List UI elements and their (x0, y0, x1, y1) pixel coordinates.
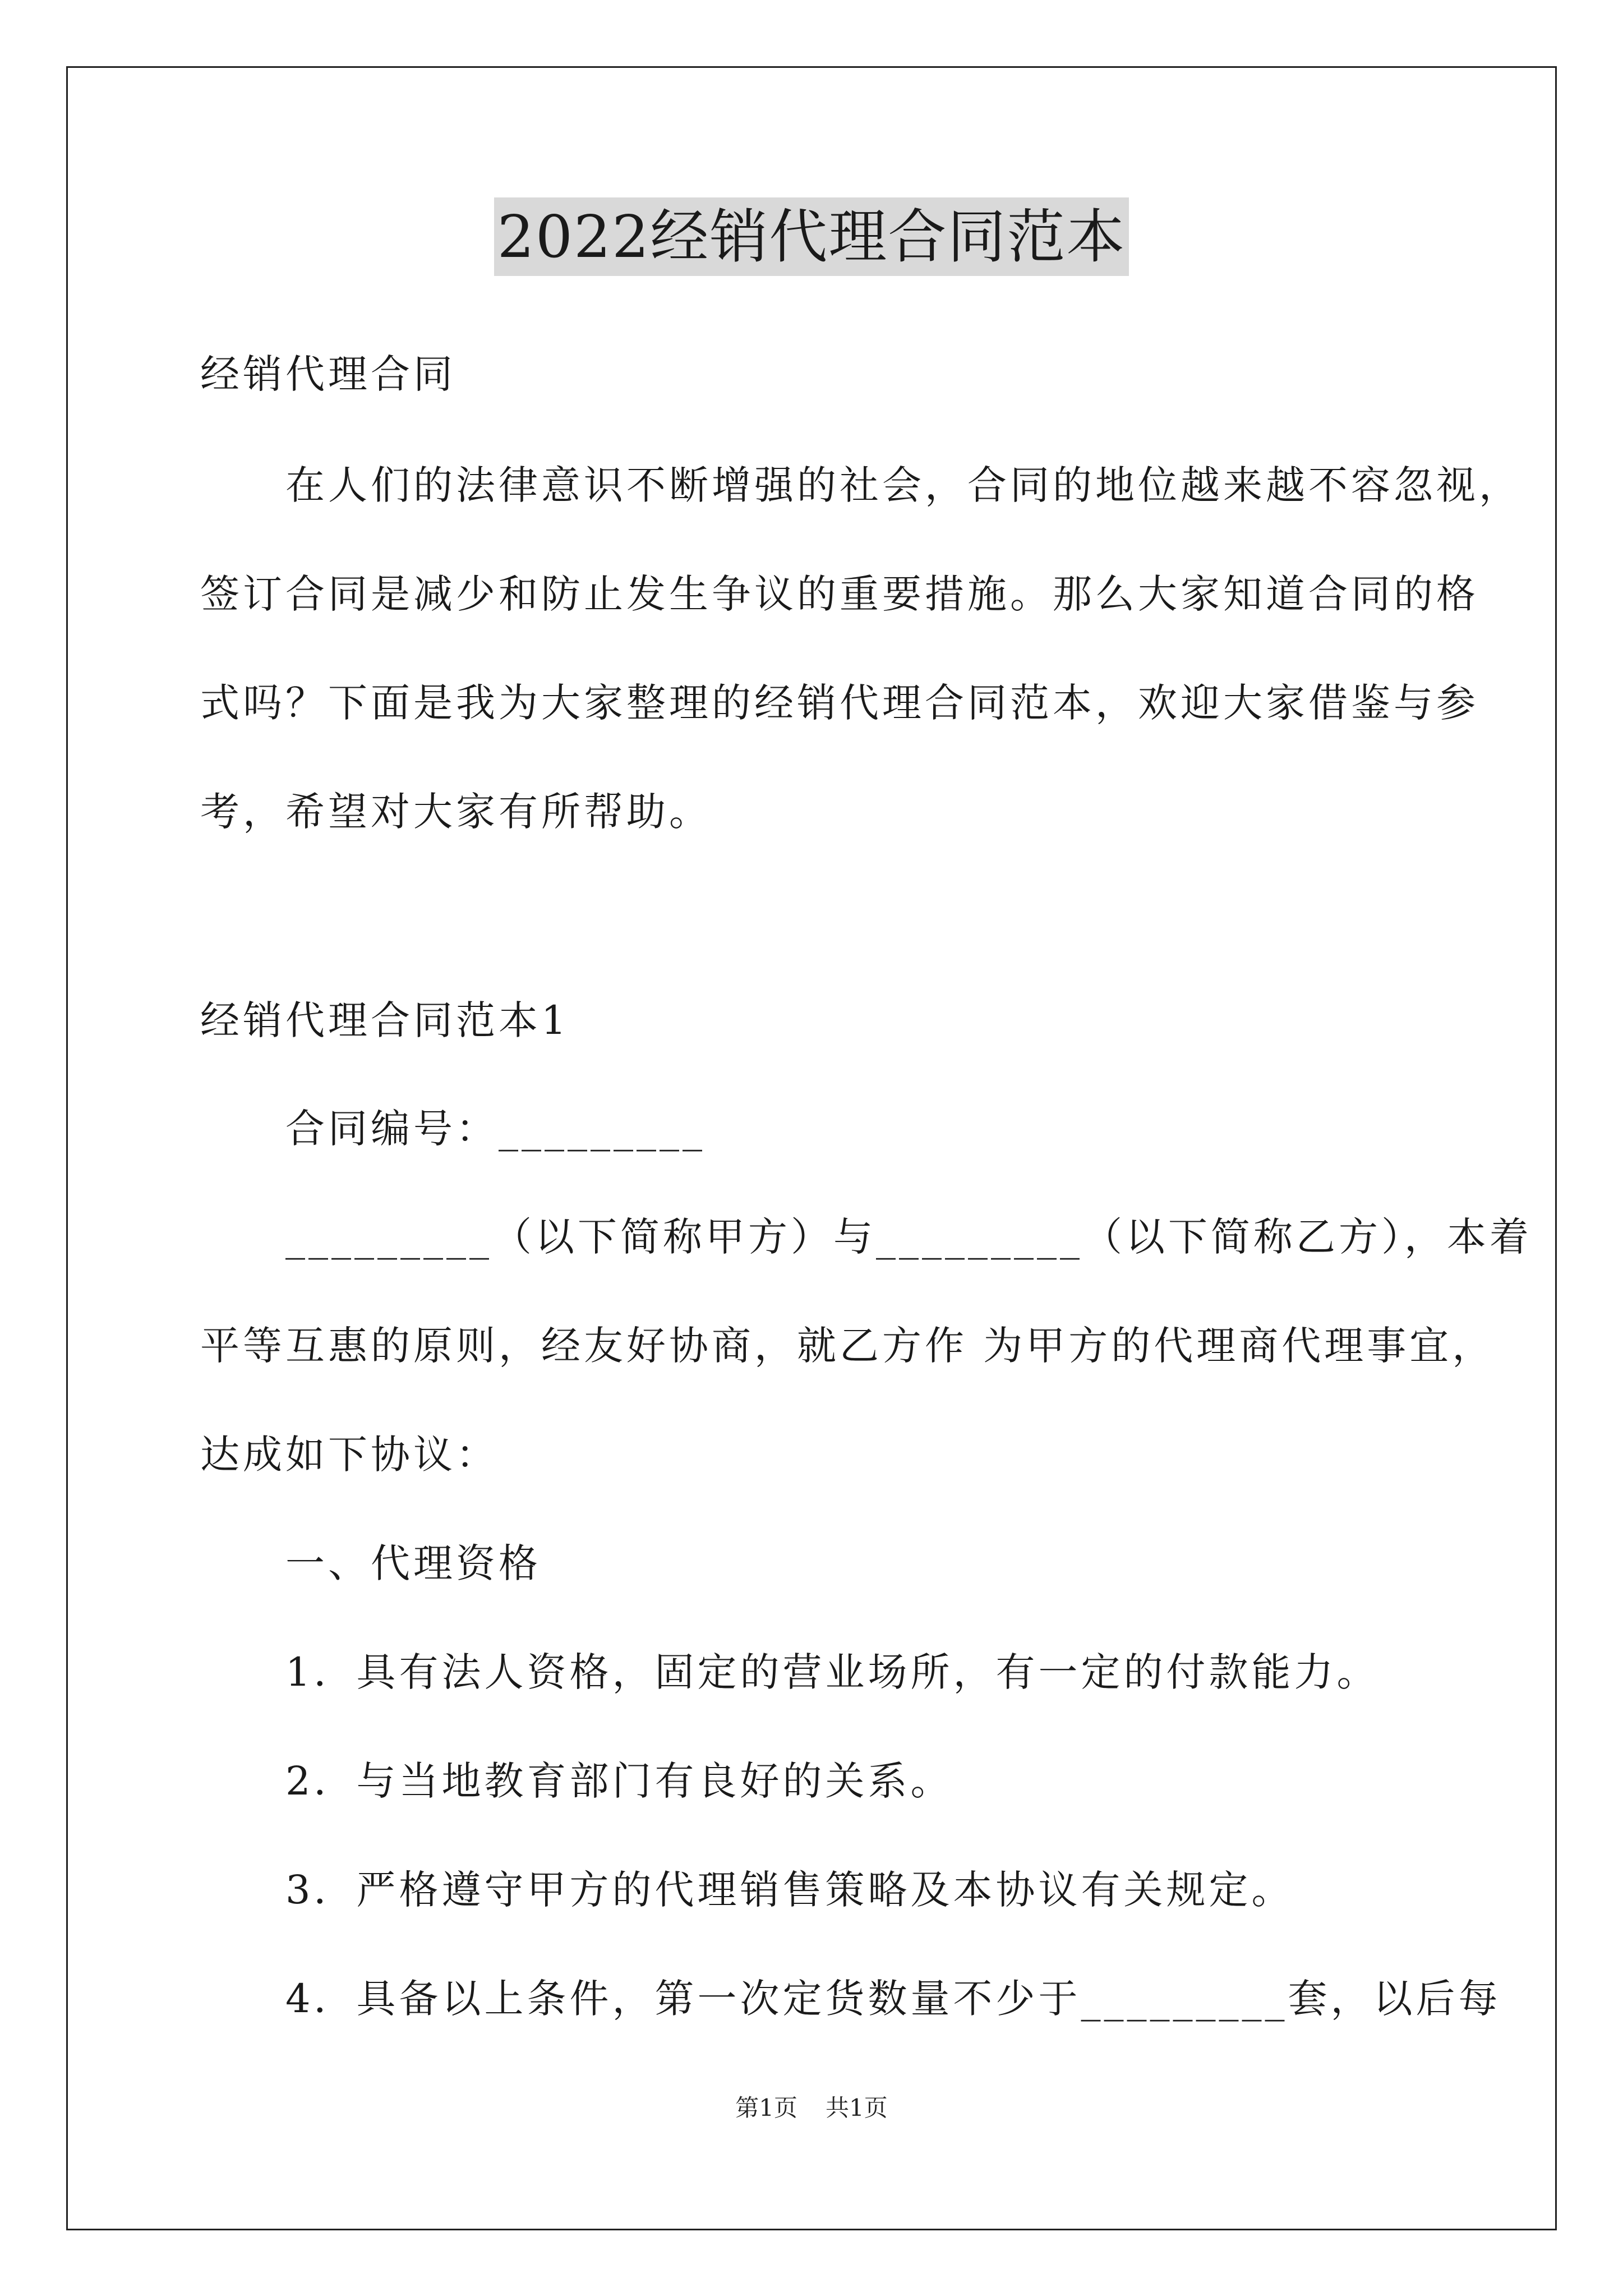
section-heading: 经销代理合同范本1 (200, 997, 570, 1043)
title-container (0, 197, 1623, 276)
page-footer (0, 2091, 1623, 2125)
clause-item: 2．与当地教育部门有良好的关系。 (200, 1758, 953, 1804)
paragraph-line: _________（以下简称甲方）与_________（以下简称乙方），本着 (200, 1214, 1532, 1260)
paragraph-line: 签订合同是减少和防止发生争议的重要措施。那么大家知道合同的格 (200, 571, 1479, 617)
clause-item: 1．具有法人资格，固定的营业场所，有一定的付款能力。 (200, 1649, 1380, 1695)
page-total: 共1页 (826, 2094, 888, 2122)
paragraph-line: 考，希望对大家有所帮助。 (200, 789, 712, 835)
paragraph-line: 式吗？下面是我为大家整理的经销代理合同范本，欢迎大家借鉴与参 (200, 680, 1479, 726)
contract-number-line: 合同编号：_________ (200, 1106, 706, 1152)
clause-item: 3．严格遵守甲方的代理销售策略及本协议有关规定。 (200, 1867, 1294, 1913)
document-title: 2022经销代理合同范本 (494, 197, 1129, 276)
clause-heading: 一、代理资格 (200, 1540, 541, 1586)
section-heading: 经销代理合同 (200, 351, 456, 397)
paragraph-line: 达成如下协议： (200, 1432, 499, 1478)
paragraph-line: 在人们的法律意识不断增强的社会，合同的地位越来越不容忽视， (200, 462, 1521, 508)
page-number: 第1页 (735, 2094, 797, 2122)
paragraph-line: 平等互惠的原则，经友好协商，就乙方作 为甲方的代理商代理事宜， (200, 1323, 1495, 1369)
clause-item: 4．具备以上条件，第一次定货数量不少于_________套，以后每 (200, 1976, 1501, 2022)
